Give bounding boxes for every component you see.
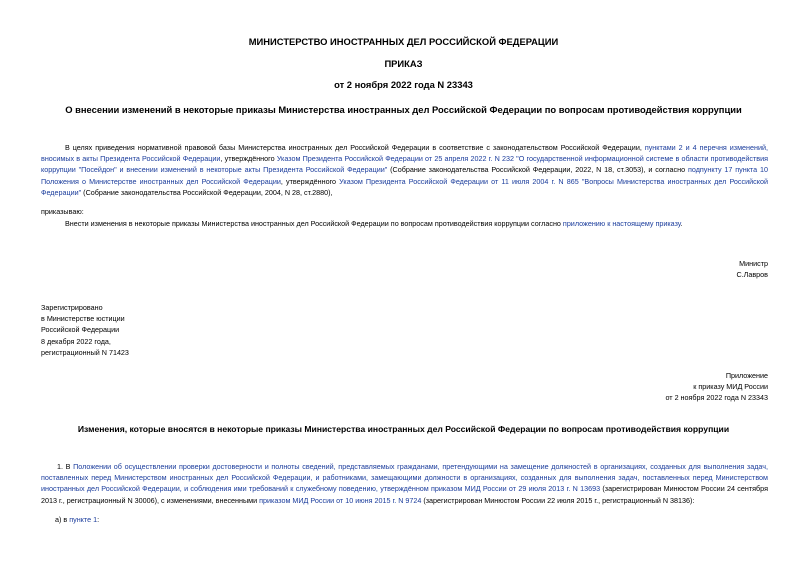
item-1-text-2: (зарегистрирован Минюстом России 24 сентября 2013 г., регистрационный N 30006), с изменениями, внесенными bbox=[41, 484, 768, 505]
doc-subject-title: О внесении изменений в некоторые приказы Министерства иностранных дел Российской Федерации по вопросам противодействия коррупции bbox=[65, 104, 742, 115]
signature-position: Министр bbox=[739, 259, 768, 268]
signature-name: С.Лавров bbox=[736, 270, 768, 280]
order-paragraph bbox=[41, 218, 768, 229]
signature-block bbox=[736, 258, 768, 280]
item-1a-text-1: а) в bbox=[55, 515, 70, 524]
registration-line: Российской Федерации bbox=[41, 325, 120, 335]
preamble-link-4[interactable]: Указом Президента Российской Федерации от 11 июля 2004 г. N 865 "Вопросы Министерства иностранных дел Российской Федерации" bbox=[41, 176, 768, 197]
preamble-link-2[interactable]: Указом Президента Российской Федерации от 25 апреля 2022 г. N 232 "О государственной информационной системе в области противодействия коррупции "Посейдон" и внесении изменений в некоторые акты Президента Российской Федерации" bbox=[41, 154, 769, 175]
appendix-line: Приложение bbox=[725, 371, 768, 380]
ministry-heading: МИНИСТЕРСТВО ИНОСТРАННЫХ ДЕЛ РОССИЙСКОЙ ФЕДЕРАЦИИ bbox=[248, 36, 559, 47]
item-1-text-3: (зарегистрирован Минюстом России 22 июля 2015 г., регистрационный N 38136): bbox=[421, 495, 695, 505]
item-1-link-2[interactable]: приказом МИД России от 10 июня 2015 г. N 9724 bbox=[259, 495, 422, 505]
preamble-text-2: , утверждённого bbox=[220, 154, 277, 164]
order-text-1: Внести изменения в некоторые приказы Министерства иностранных дел Российской Федерации по вопросам противодействия коррупции согласно bbox=[65, 219, 563, 228]
appendix-line: от 2 ноября 2022 года N 23343 bbox=[665, 393, 768, 403]
item-1a-text-2: : bbox=[97, 515, 100, 524]
doc-type-heading: ПРИКАЗ bbox=[384, 58, 423, 69]
preamble-text-1: В целях приведения нормативной правовой базы Министерства иностранных дел Российской Федерации в соответствие с законодательством Российской Федерации, bbox=[65, 143, 645, 152]
preamble-link-1[interactable]: пунктами 2 и 4 перечня изменений, вносимых в акты Президента Российской Федерации bbox=[41, 143, 768, 164]
item-1a-link[interactable]: пункте 1 bbox=[69, 515, 98, 524]
doc-date-number: от 2 ноября 2022 года N 23343 bbox=[334, 79, 473, 90]
appendix-header-block bbox=[665, 370, 768, 404]
preamble-link-3[interactable]: подпункту 17 пункта 10 Положения о Министерстве иностранных дел Российской Федерации bbox=[41, 165, 768, 186]
preamble-text-3: (Собрание законодательства Российской Федерации, 2022, N 18, ст.3053), и согласно bbox=[387, 165, 688, 175]
preamble-text-5: (Собрание законодательства Российской Федерации, 2004, N 28, ст.2880), bbox=[81, 187, 333, 197]
registration-line: регистрационный N 71423 bbox=[41, 347, 129, 357]
item-1-text-1: 1. В bbox=[57, 462, 74, 471]
preamble-text-4: , утверждённого bbox=[280, 176, 340, 186]
registration-line: Зарегистрировано bbox=[41, 303, 103, 312]
registration-block bbox=[41, 302, 129, 358]
appendix-title: Изменения, которые вносятся в некоторые приказы Министерства иностранных дел Российской Федерации по вопросам противодействия коррупции bbox=[77, 424, 730, 434]
registration-line: 8 декабря 2022 года, bbox=[41, 336, 111, 346]
item-1-paragraph bbox=[41, 461, 768, 506]
order-text-2: . bbox=[680, 219, 683, 228]
item-1-link-1[interactable]: Положении об осуществлении проверки достоверности и полноты сведений, представляемых гражданами, претендующими на замещение должностей в организациях, созданных для выполнения задач, поставленных перед Министерством иностранных дел Российской Федерации, и работниками, замещающими должности в организациях, созданных для выполнения задач, поставленных перед Министерством иностранных дел Российской Федерации, и соблюдения ими требований к служебному поведению, утверждённом приказом МИД России от 29 июля 2013 г. N 13693 bbox=[41, 462, 768, 494]
order-keyword: приказываю: bbox=[41, 207, 84, 216]
preamble-paragraph bbox=[41, 142, 768, 198]
registration-line: в Министерстве юстиции bbox=[41, 314, 125, 324]
item-1a-paragraph bbox=[41, 514, 768, 525]
order-appendix-link[interactable]: приложению к настоящему приказу bbox=[562, 219, 681, 228]
appendix-line: к приказу МИД России bbox=[693, 382, 768, 392]
